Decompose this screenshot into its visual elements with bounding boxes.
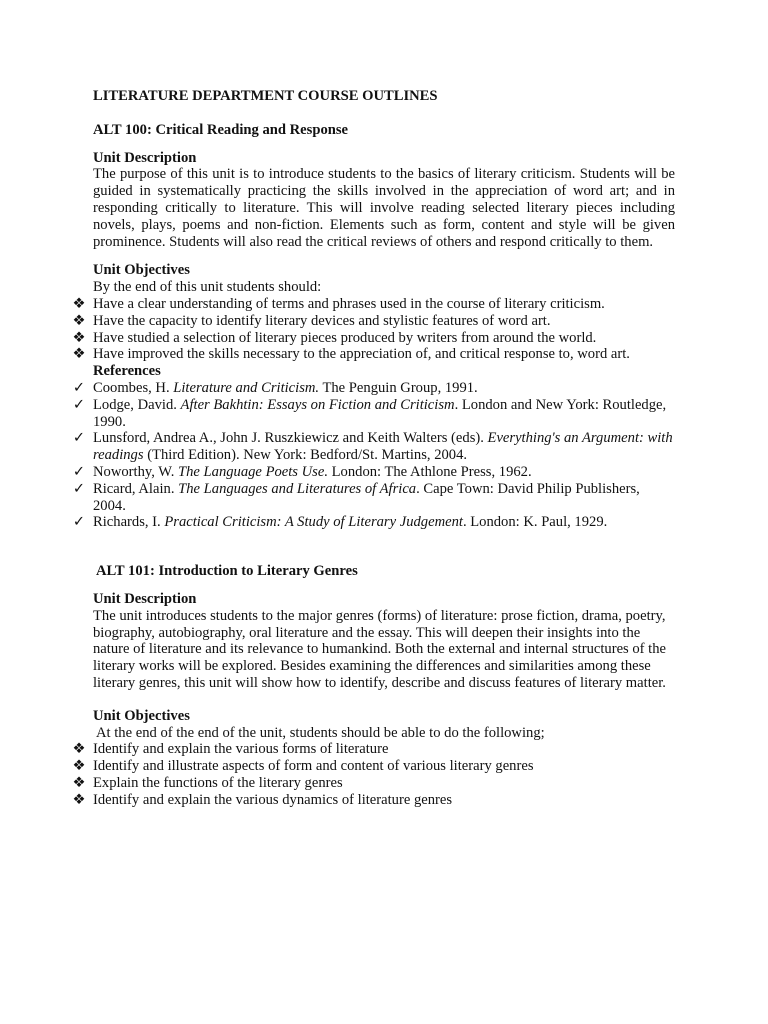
list-item: ✓ Coombes, H. Literature and Criticism. The Penguin Group, 1991.: [72, 379, 478, 396]
diamond-bullet-icon: ❖: [72, 295, 86, 312]
list-item: ❖ Identify and illustrate aspects of form and content of various literary genres: [72, 758, 534, 775]
objectives-list: [72, 295, 675, 363]
unit-objectives-heading: Unit Objectives: [93, 262, 190, 279]
course-alt-101: [72, 563, 675, 808]
unit-objectives-heading: Unit Objectives: [93, 707, 190, 724]
objectives-intro: By the end of this unit students should:: [93, 279, 322, 296]
list-item: ❖ Have improved the skills necessary to the appreciation of, and critical response to, word art.: [72, 346, 630, 363]
list-item: ✓ Ricard, Alain. The Languages and Literatures of Africa. Cape Town: David Philip Publishers, 2004.: [72, 480, 640, 514]
course-alt-100: [72, 121, 675, 531]
diamond-bullet-icon: ❖: [72, 741, 86, 758]
diamond-bullet-icon: ❖: [72, 758, 86, 775]
objectives-list: [72, 741, 675, 808]
diamond-bullet-icon: ❖: [72, 312, 86, 329]
list-item: ❖ Have a clear understanding of terms and phrases used in the course of literary criticism.: [72, 295, 605, 312]
course-title: ALT 100: Critical Reading and Response: [93, 121, 349, 138]
list-item: ❖ Identify and explain the various forms of literature: [72, 741, 389, 758]
list-item: ❖ Explain the functions of the literary genres: [72, 774, 343, 791]
checkmark-icon: ✓: [72, 379, 86, 396]
unit-description-text: The unit introduces students to the major genres (forms) of literature: prose fiction, drama, poetry, biography, autobiography, oral literature and the essay. This will deepen their insights into the nature of literature and its relevance to humankind. Both the external and internal structures of the literary works will be explored. Besides examining the differences and similarities among these literary genres, this unit will show how to identify, describe and discuss features of literary matter.: [93, 607, 667, 691]
list-item: ❖ Have the capacity to identify literary devices and stylistic features of word art.: [72, 312, 551, 329]
unit-description-text: The purpose of this unit is to introduce students to the basics of literary criticism. Students will be guided in systematically practicing the skills involved in the appreciation of word art; and in responding critically to literature. This will involve reading selected literary pieces including novels, plays, poems and non-fiction. Elements such as form, content and style will be given prominence. Students will also read the critical reviews of others and respond critically to them.: [93, 166, 675, 250]
diamond-bullet-icon: ❖: [72, 346, 86, 363]
checkmark-icon: ✓: [72, 463, 86, 480]
list-item: ✓ Richards, I. Practical Criticism: A Study of Literary Judgement. London: K. Paul, 1929.: [72, 514, 608, 531]
checkmark-icon: ✓: [72, 480, 86, 497]
list-item: ❖ Identify and explain the various dynamics of literature genres: [72, 791, 453, 808]
document-title: LITERATURE DEPARTMENT COURSE OUTLINES: [93, 88, 438, 104]
list-item: ✓ Noworthy, W. The Language Poets Use. London: The Athlone Press, 1962.: [72, 463, 532, 480]
checkmark-icon: ✓: [72, 396, 86, 413]
unit-description-heading: Unit Description: [93, 590, 197, 607]
checkmark-icon: ✓: [72, 430, 86, 447]
diamond-bullet-icon: ❖: [72, 329, 86, 346]
checkmark-icon: ✓: [72, 514, 86, 531]
diamond-bullet-icon: ❖: [72, 791, 86, 808]
list-item: ✓ Lodge, David. After Bakhtin: Essays on Fiction and Criticism. London and New York: Routledge, 1990.: [72, 396, 667, 430]
references-list: [72, 379, 675, 531]
list-item: ✓ Lunsford, Andrea A., John J. Ruszkiewicz and Keith Walters (eds). Everything's an Argument: with readings (Third Edition). New York: Bedford/St. Martins, 2004.: [72, 430, 673, 464]
list-item: ❖ Have studied a selection of literary pieces produced by writers from around the world.: [72, 329, 597, 346]
diamond-bullet-icon: ❖: [72, 774, 86, 791]
references-heading: References: [93, 363, 161, 380]
objectives-intro: At the end of the end of the unit, students should be able to do the following;: [96, 724, 545, 741]
document-page: [72, 88, 675, 808]
course-title: ALT 101: Introduction to Literary Genres: [96, 563, 358, 580]
unit-description-heading: Unit Description: [93, 149, 197, 166]
section-spacer: [93, 531, 675, 563]
